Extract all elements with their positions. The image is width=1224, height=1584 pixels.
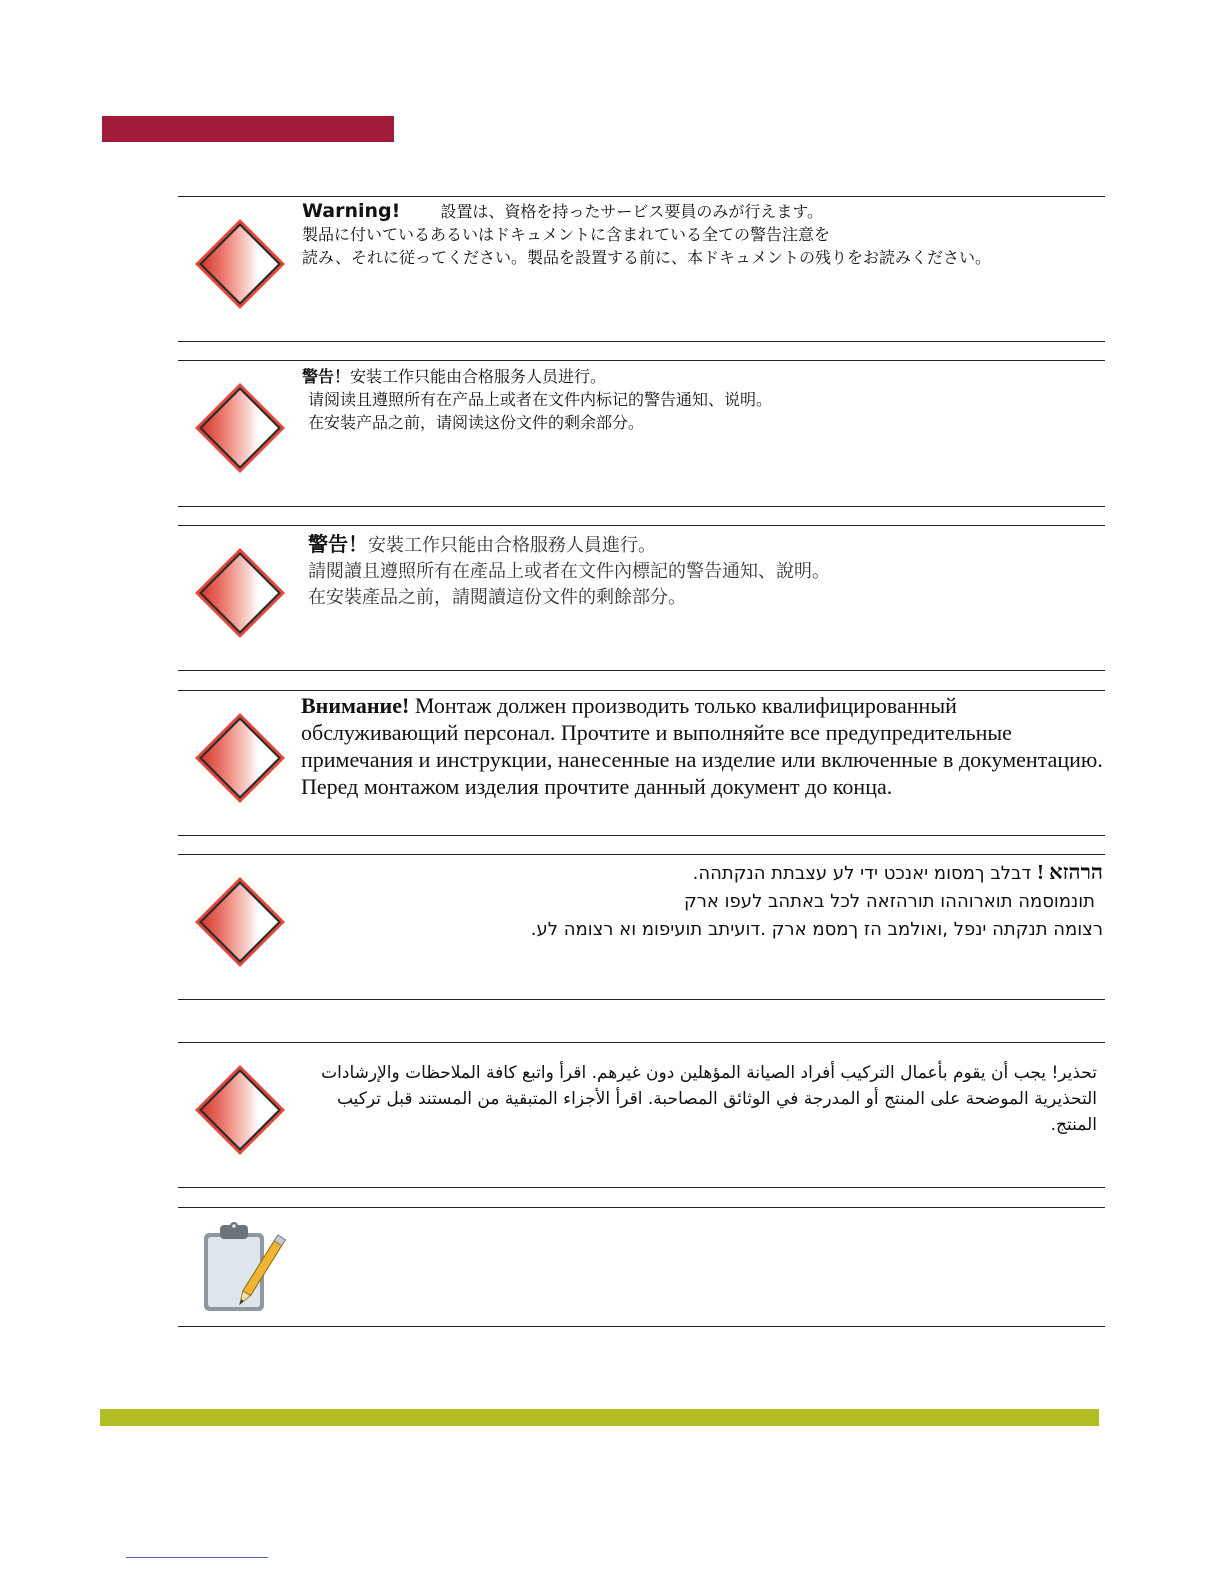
warning-diamond-icon xyxy=(192,545,288,641)
warning-diamond-icon xyxy=(192,216,288,312)
divider xyxy=(178,196,1105,197)
warning-notice-japanese xyxy=(178,196,1105,342)
warning-notice-arabic xyxy=(178,1042,1105,1188)
warning-heading: הרהזא ! xyxy=(1036,860,1103,884)
divider xyxy=(178,999,1105,1000)
warning-notice-hebrew xyxy=(178,854,1105,1000)
warning-line: 設置は、資格を持ったサービス要員のみが行えます。 xyxy=(440,202,824,221)
warning-heading: Warning! xyxy=(302,200,401,222)
divider xyxy=(178,525,1105,526)
warning-notice-russian xyxy=(178,690,1105,836)
warning-notice-simplified-chinese xyxy=(178,360,1105,507)
warning-body: تحذير! يجب أن يقوم بأعمال التركيب أفراد الصيانة المؤهلين دون غيرهم. اقرأ واتبع كافة الملاحظات والإرشادات التحذيرية الموضحة على المنتج أو المدرجة في الوثائق المصاحبة. اقرأ الأجزاء المتبقية من المستند قبل تركيب المنتج. xyxy=(321,1063,1097,1135)
warning-line: דבלב ךמסומ יאנכט ידי לע עצבתת הנקתהה. xyxy=(692,863,1032,884)
divider xyxy=(178,690,1105,691)
warning-heading: 警告！ xyxy=(302,367,351,386)
warning-line: 請閱讀且遵照所有在產品上或者在文件內標記的警告通知、說明。 xyxy=(308,561,830,582)
warning-line: תונמוסמה תוארוההו תורהזאה לכל באתהב לעפו ארק xyxy=(683,891,1095,912)
warning-line: 製品に付いているあるいはドキュメントに含まれている全ての警告注意を xyxy=(302,225,831,244)
warning-heading: Внимание! xyxy=(301,693,410,718)
warning-diamond-icon xyxy=(192,710,288,806)
divider xyxy=(178,360,1105,361)
warning-line: 安裝工作只能由合格服務人員進行。 xyxy=(368,535,656,556)
warning-line: 在安裝產品之前，請閱讀這份文件的剩餘部分。 xyxy=(308,587,686,608)
footer-accent-bar xyxy=(100,1409,1099,1426)
warning-line: רצומה תנקתה ינפל ,ואולמב הז ךמסמ ארק .דועיתב תועיפומ וא רצומה לע. xyxy=(530,919,1103,940)
divider xyxy=(178,835,1105,836)
footer-link-underline[interactable] xyxy=(126,1557,268,1558)
header-accent-bar xyxy=(102,116,394,142)
warning-diamond-icon xyxy=(192,1062,288,1158)
divider xyxy=(178,854,1105,855)
warning-heading: 警告！ xyxy=(308,532,368,556)
divider xyxy=(178,670,1105,671)
warning-line: 読み、それに従ってください。製品を設置する前に、本ドキュメントの残りをお読みください。 xyxy=(302,248,991,267)
warning-body: Монтаж должен производить только квалифицированный обслуживающий персонал. Прочтите и выполняйте все предупредительные примечания и инструкции, нанесенные на изделие или включенные в документацию. Перед монтажом изделия прочтите данный документ до конца. xyxy=(301,693,1103,799)
divider xyxy=(178,1326,1105,1327)
warning-diamond-icon xyxy=(192,874,288,970)
warning-line: 在安装产品之前，请阅读这份文件的剩余部分。 xyxy=(308,413,645,432)
divider xyxy=(178,1042,1105,1043)
warning-line: 请阅读且遵照所有在产品上或者在文件内标记的警告通知、说明。 xyxy=(308,390,773,409)
note-block xyxy=(178,1207,1105,1327)
warning-notice-traditional-chinese xyxy=(178,525,1105,671)
divider xyxy=(178,1207,1105,1208)
divider xyxy=(178,341,1105,342)
warning-diamond-icon xyxy=(192,380,288,476)
warning-line: 安装工作只能由合格服务人员进行。 xyxy=(350,367,607,386)
clipboard-note-icon xyxy=(196,1217,296,1317)
divider xyxy=(178,1187,1105,1188)
divider xyxy=(178,506,1105,507)
